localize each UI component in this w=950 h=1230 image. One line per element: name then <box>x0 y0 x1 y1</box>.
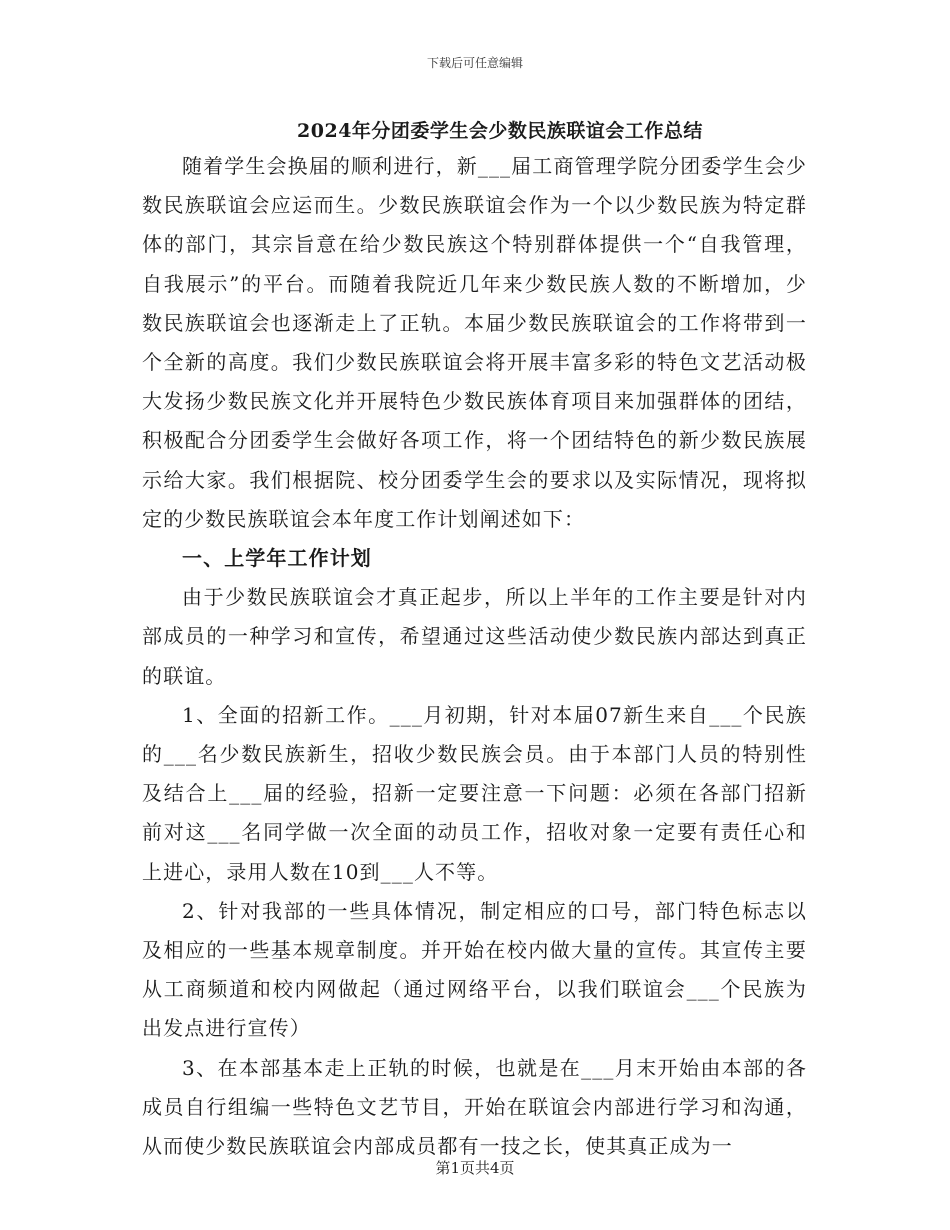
section-heading: 一、上学年工作计划 <box>182 546 372 571</box>
item-2-paragraph: 2、针对我部的一些具体情况，制定相应的口号，部门特色标志以及相应的一些基本规章制度。并开始在校内做大量的宣传。其宣传主要从工商频道和校内网做起（通过网络平台，以我们联谊会___个民族为出发点进行宣传） <box>142 898 807 1041</box>
intro-paragraph: 随着学生会换届的顺利进行，新___届工商管理学院分团委学生会少数民族联谊会应运而生。少数民族联谊会作为一个以少数民族为特定群体的部门，其宗旨意在给少数民族这个特别群体提供一个“自我管理，自我展示”的平台。而随着我院近几年来少数民族人数的不断增加，少数民族联谊会也逐渐走上了正轨。本届少数民族联谊会的工作将带到一个全新的高度。我们少数民族联谊会将开展丰富多彩的特色文艺活动极大发扬少数民族文化并开展特色少数民族体育项目来加强群体的团结，积极配合分团委学生会做好各项工作，将一个团结特色的新少数民族展示给大家。我们根据院、校分团委学生会的要求以及实际情况，现将拟定的少数民族联谊会本年度工作计划阐述如下： <box>142 154 807 531</box>
item-1-paragraph: 1、全面的招新工作。___月初期，针对本届07新生来自___个民族的___名少数民族新生，招收少数民族会员。由于本部门人员的特别性及结合上___届的经验，招新一定要注意一下问题：必须在各部门招新前对这___名同学做一次全面的动员工作，招收对象一定要有责任心和上进心，录用人数在10到___人不等。 <box>142 702 807 884</box>
document-title: 2024年分团委学生会少数民族联谊会工作总结 <box>297 120 703 142</box>
page-number: 第1页共4页 <box>435 1159 515 1177</box>
document-body <box>142 147 807 1166</box>
section-intro-paragraph: 由于少数民族联谊会才真正起步，所以上半年的工作主要是针对内部成员的一种学习和宣传，希望通过这些活动使少数民族内部达到真正的联谊。 <box>142 585 807 688</box>
item-3-paragraph: 3、在本部基本走上正轨的时候，也就是在___月末开始由本部的各成员自行组编一些特色文艺节目，开始在联谊会内部进行学习和沟通，从而使少数民族联谊会内部成员都有一技之长，使其真正成为一 <box>142 1055 807 1159</box>
header-note: 下载后可任意编辑 <box>426 56 523 70</box>
